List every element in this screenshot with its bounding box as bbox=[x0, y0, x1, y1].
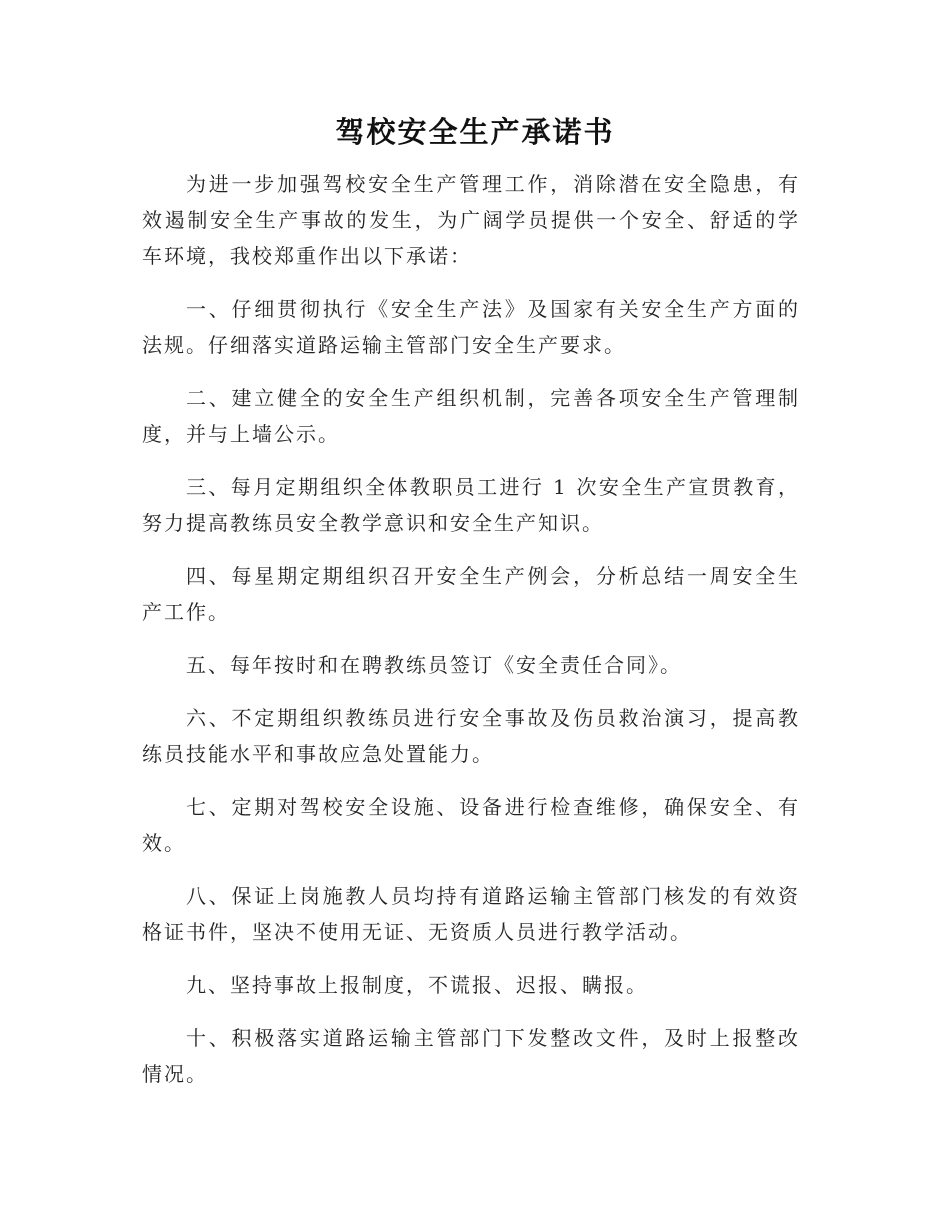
commitment-item-7: 七、定期对驾校安全设施、设备进行检查维修，确保安全、有效。 bbox=[142, 795, 800, 855]
commitment-item-3: 三、每月定期组织全体教职员工进行 1 次安全生产宣贯教育，努力提高教练员安全教学意识和安全生产知识。 bbox=[142, 475, 800, 535]
document-title: 驾校安全生产承诺书 bbox=[335, 115, 615, 149]
commitment-item-10: 十、积极落实道路运输主管部门下发整改文件，及时上报整改情况。 bbox=[142, 1026, 800, 1086]
commitment-item-1: 一、仔细贯彻执行《安全生产法》及国家有关安全生产方面的法规。仔细落实道路运输主管部门安全生产要求。 bbox=[142, 297, 800, 357]
commitment-item-6: 六、不定期组织教练员进行安全事故及伤员救治演习，提高教练员技能水平和事故应急处置能力。 bbox=[142, 706, 800, 766]
document-body bbox=[142, 166, 800, 1109]
commitment-item-9: 九、坚持事故上报制度，不谎报、迟报、瞒报。 bbox=[186, 973, 648, 997]
commitment-item-4: 四、每星期定期组织召开安全生产例会，分析总结一周安全生产工作。 bbox=[142, 564, 800, 624]
commitment-item-2: 二、建立健全的安全生产组织机制，完善各项安全生产管理制度，并与上墙公示。 bbox=[142, 386, 800, 446]
intro-paragraph: 为进一步加强驾校安全生产管理工作，消除潜在安全隐患，有效遏制安全生产事故的发生，为广阔学员提供一个安全、舒适的学车环境，我校郑重作出以下承诺： bbox=[142, 172, 800, 268]
commitment-item-5: 五、每年按时和在聘教练员签订《安全责任合同》。 bbox=[186, 653, 682, 677]
commitment-item-8: 八、保证上岗施教人员均持有道路运输主管部门核发的有效资格证书件，坚决不使用无证、无资质人员进行教学活动。 bbox=[142, 884, 800, 944]
